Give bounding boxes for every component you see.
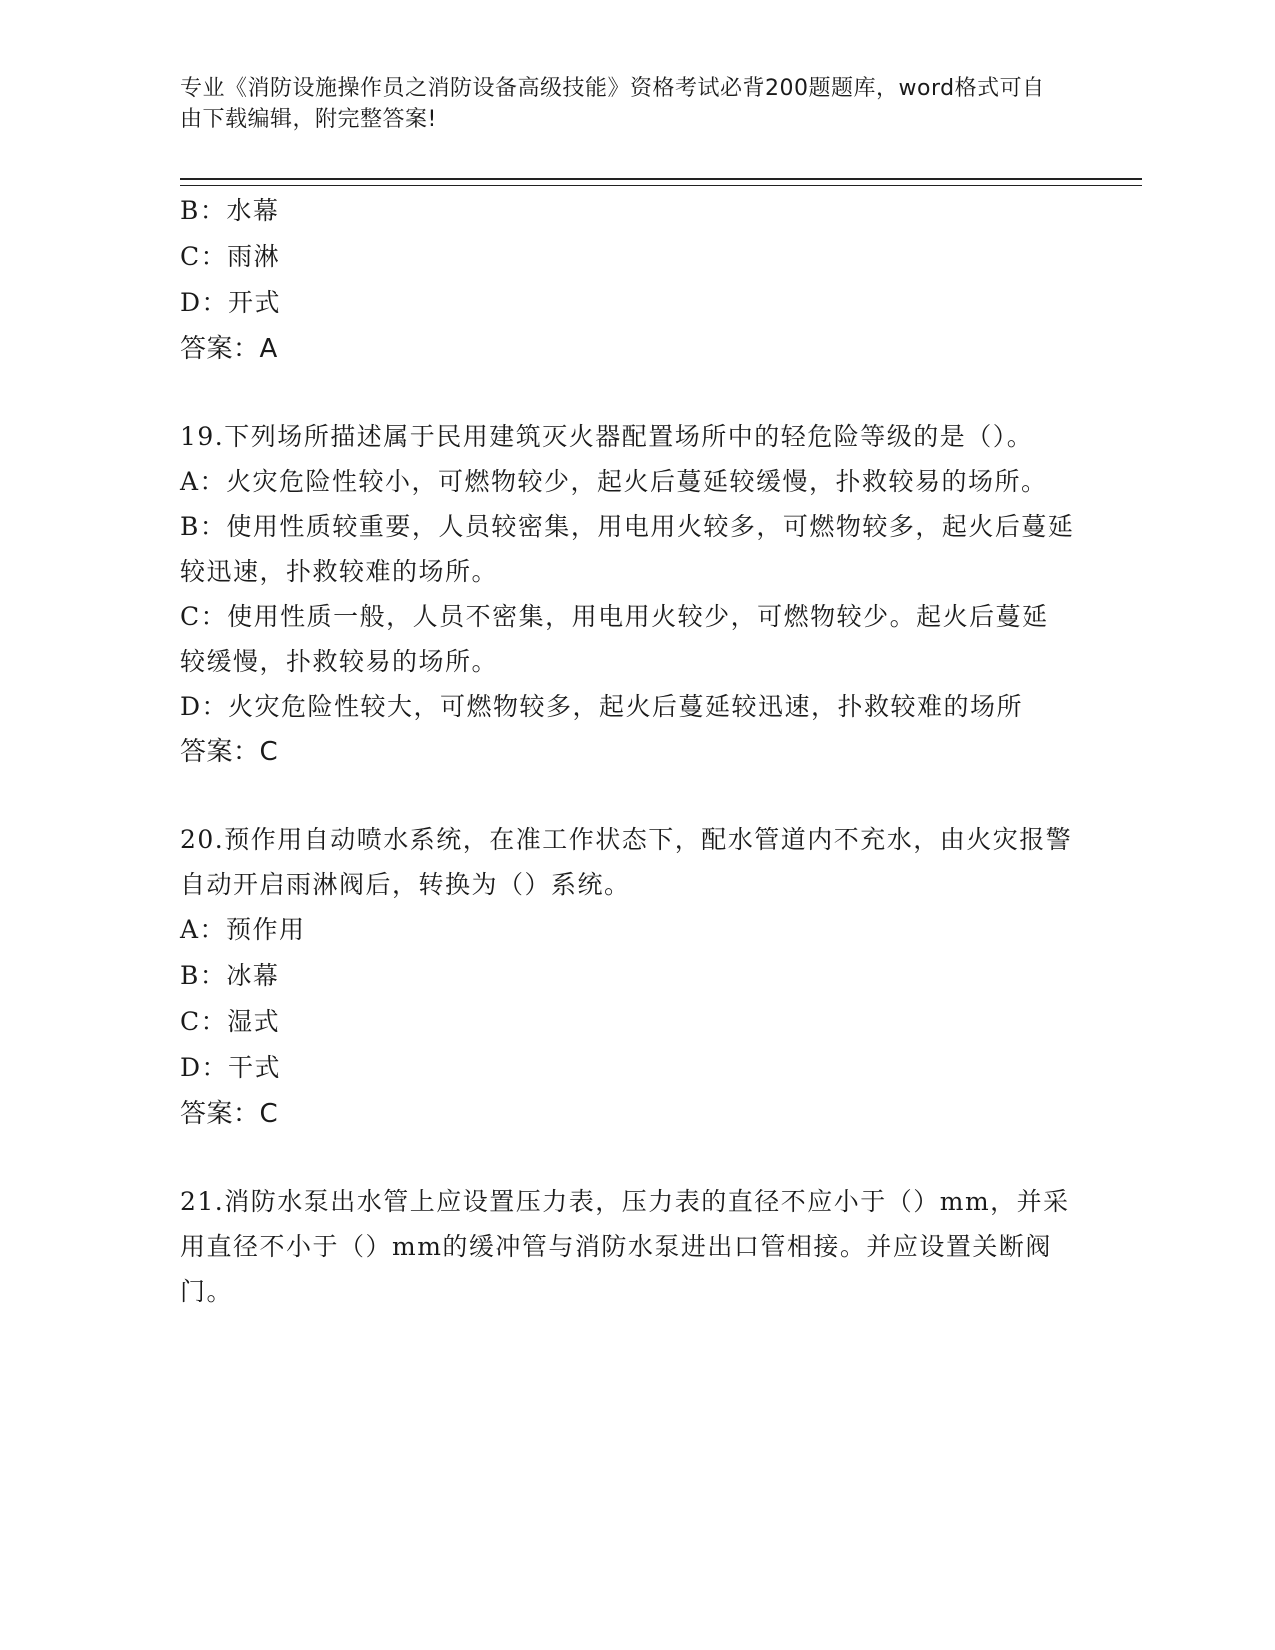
- option-c: C：使用性质一般，人员不密集，用电用火较少，可燃物较少。起火后蔓延较缓慢，扑救较易的场所。: [180, 602, 1049, 676]
- option-c: C：雨淋: [180, 242, 281, 271]
- question-stem: 20.预作用自动喷水系统，在准工作状态下，配水管道内不充水，由火灾报警自动开启雨淋阀后，转换为（）系统。: [180, 825, 1073, 899]
- answer-line: 答案：C: [180, 737, 279, 767]
- option-d: D：干式: [180, 1053, 282, 1082]
- option-d: D：开式: [180, 288, 282, 317]
- question-19: [180, 414, 1075, 775]
- header-divider: [180, 178, 1142, 186]
- option-b: B：冰幕: [180, 961, 280, 990]
- option-c: C：湿式: [180, 1007, 281, 1036]
- option-a: A：预作用: [180, 915, 306, 944]
- answer-line: 答案：C: [180, 1099, 279, 1129]
- option-d: D：火灾危险性较大，可燃物较多，起火后蔓延较迅速，扑救较难的场所: [180, 692, 1024, 721]
- answer-line: 答案：A: [180, 334, 278, 364]
- page-header: [180, 73, 1060, 135]
- option-b: B：使用性质较重要，人员较密集，用电用火较多，可燃物较多，起火后蔓延较迅速，扑救较难的场所。: [180, 512, 1075, 586]
- question-stem: 19.下列场所描述属于民用建筑灭火器配置场所中的轻危险等级的是（）。: [180, 422, 1034, 451]
- option-a: A：火灾危险性较小，可燃物较少，起火后蔓延较缓慢，扑救较易的场所。: [180, 467, 1048, 496]
- question-stem: 21.消防水泵出水管上应设置压力表，压力表的直径不应小于（）mm，并采用直径不小于（）mm的缓冲管与消防水泵进出口管相接。并应设置关断阀门。: [180, 1187, 1070, 1306]
- document-title: 专业《消防设施操作员之消防设备高级技能》资格考试必背200题题库，word格式可自由下载编辑，附完整答案!: [180, 76, 1045, 132]
- question-21: [180, 1179, 1075, 1314]
- option-b: B：水幕: [180, 196, 280, 225]
- previous-question-tail: [180, 188, 1075, 372]
- question-20: [180, 817, 1075, 1137]
- document-body: [180, 188, 1075, 1314]
